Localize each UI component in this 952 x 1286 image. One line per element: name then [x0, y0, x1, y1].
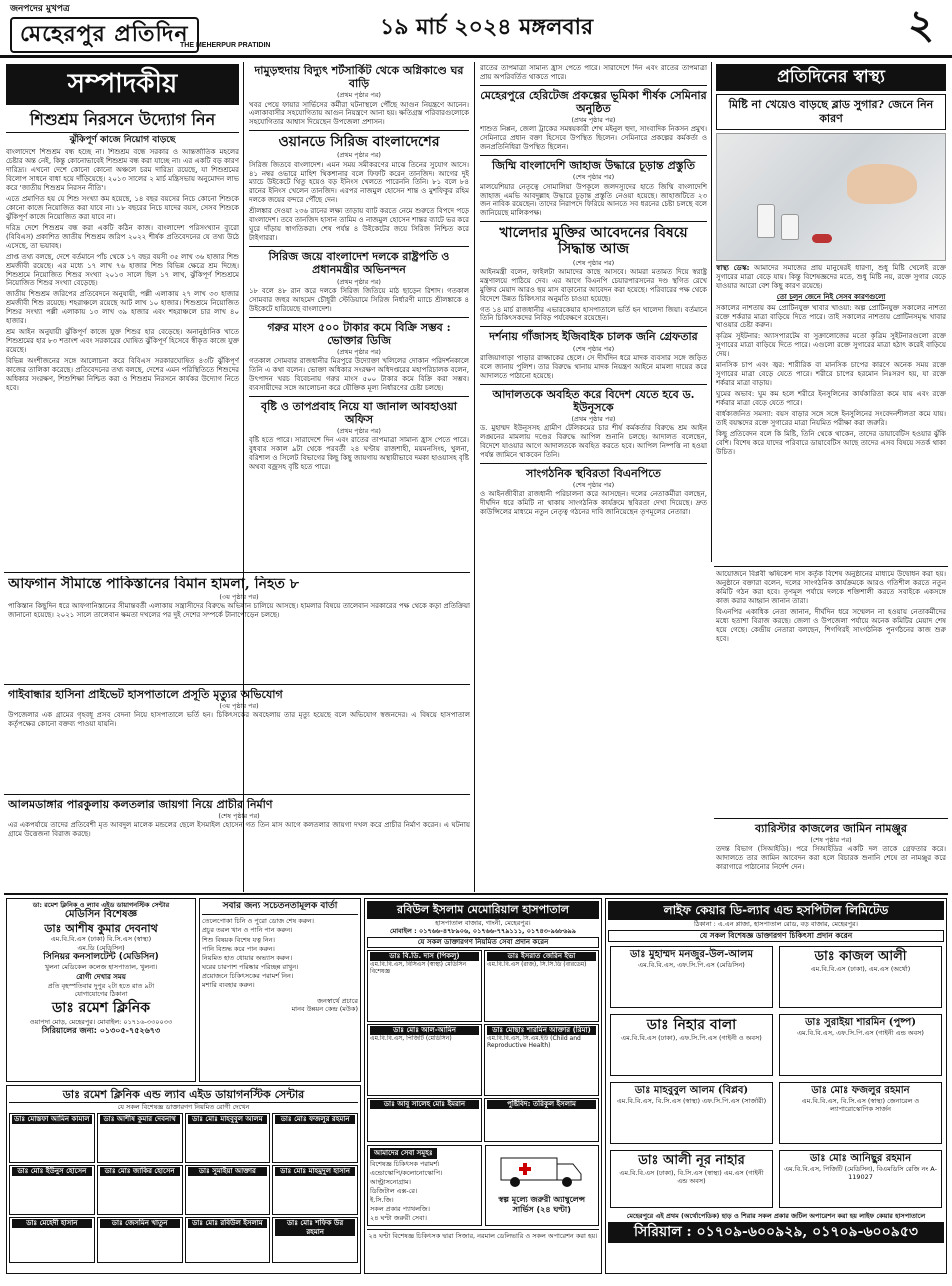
section-divider	[4, 794, 470, 795]
rabiul-doctor-card	[484, 950, 599, 1022]
notice-item: নিয়মিত হাত ধোয়ার অভ্যাস করুন।	[202, 953, 293, 962]
page-number: ২	[907, 1, 934, 48]
ramesh2-doctor-grid	[9, 1113, 358, 1263]
doctor-name: ডাঃ মোঃ মাহমুদুল হাসান	[275, 1167, 355, 1176]
service-item: সকল প্রকার প্যাথলজি।	[370, 1205, 430, 1214]
editorial-paragraph: বিভিন্ন অংশীজনের সঙ্গে আলোচনা করে বিবিএস সরকারঘোষিত ৪৩টি ঝুঁকিপূর্ণ কাজের তালিকা করেছে। প্রতিবেদনের তথ্য বলছে, দেশের এমন পরিস্থিতিতে শিশুদের অধিকার সংরক্ষণ, শিশুশিক্ষা নিশ্চিত করা ও শিশুশ্রম নিরসনে কার্যকর উদ্যোগ নিতে হবে।	[6, 357, 239, 392]
darshana-headline: দর্শনায় গাঁজাসহ ইজিবাইক চালক জনি গ্রেফতার	[489, 330, 698, 344]
oneday-continued: (প্রথম পৃষ্ঠার পর)	[337, 151, 381, 160]
medicine-bottle-icon	[781, 214, 799, 240]
damurhuda-headline: দামুড়হুদায় বিদ্যুৎ শর্টসার্কিট থেকে অগ্নিকাণ্ডে ঘর বাড়ি	[254, 64, 464, 91]
seminar-continued: (প্রথম পৃষ্ঠার পর)	[571, 116, 616, 125]
ramesh2-doctor-card	[185, 1217, 271, 1263]
darshana-continued: (শেষ পৃষ্ঠার পর)	[572, 344, 615, 353]
health-paragraph: বার্ধক্যজনিত সমস্যা: বয়স বাড়ার সঙ্গে সঙ্গে ইনসুলিনের সংবেদনশীলতা কমে যায়। তাই বয়স্কদের রক্তে সুগারের মাত্রা নিয়মিত পরীক্ষা করা জরুরি।	[716, 410, 946, 427]
ramesh2-doctor-card	[185, 1113, 271, 1163]
khaleda-body	[480, 268, 707, 324]
notice-item: ঘরের চারপাশ পরিষ্কার পরিচ্ছন্ন রাখুন।	[202, 962, 299, 971]
oneday-body	[249, 161, 469, 244]
story-divider	[249, 317, 469, 318]
health-paragraph: কৃত্রিম সুইটনার: অ্যাসপারটেম বা সুক্রালোজের মতো কৃত্রিম সুইটনারগুলো রক্তে সুগারের মাত্রা বাড়িয়ে দিতে পারে। এগুলো রক্তে সুগারের মাত্রা হঠাৎ করেই বাড়িয়ে দেয়।	[716, 332, 946, 359]
notice-item: পানি বিশুদ্ধ করে পান করুন।	[202, 944, 275, 953]
ad-doctor-degree: এম.ডি (মেডিসিন)	[77, 943, 125, 952]
col5-paragraph: আয়োজনে বিপ্লবী ঋষিকেশ দাস কর্তৃক বিশেষ অনুষ্ঠানের মাধ্যমে উদ্বোধন করা হয়। অনুষ্ঠানে বক্তারা বলেন, দলের সাংগঠনিক কার্যক্রমকে আরও গতিশীল করতে নতুন কমিটি গঠন করা হবে। তৃণমূল পর্যায়ে দলকে শক্তিশালী করতে সবাইকে একসঙ্গে কাজ করার আহ্বান জানান তারা।	[716, 570, 946, 605]
doctor-name: ডাঃ আলী নূর নাহার	[638, 1152, 745, 1168]
series-continued: (প্রথম পৃষ্ঠার পর)	[337, 277, 381, 286]
notice-title: সবার জন্য সচেতনতামূলক বার্তা	[202, 901, 358, 915]
health-body	[716, 264, 946, 457]
lifecare-address: ঠিকানা : এ.এন প্লাজা, হাসপাতাল রোড, বড় বাজার, মেহেরপুর।	[694, 920, 858, 928]
khaleda-headline: খালেদার মুক্তির আবেদনের বিষয়ে সিদ্ধান্ত আজ	[499, 225, 688, 258]
lifecare-serial: সিরিয়াল : ০১৭০৯-৬০০৯২৯, ০১৭০৯-৬০০৯৫৩	[608, 1222, 944, 1244]
ad-clinic-address: ওয়াপদা মোড়, মেহেরপুর। মোবাইল: ০১৭১৬-৩৩০০৩৩	[29, 1017, 173, 1026]
news-column-2	[249, 64, 469, 569]
doctor-name: ডাঃ মেহেদী হাসান	[12, 1219, 92, 1228]
story-divider	[480, 221, 707, 222]
story-divider	[480, 85, 707, 86]
lifecare-doctor-card	[610, 946, 773, 1008]
rain-headline: বৃষ্টি ও তাপপ্রবাহ নিয়ে যা জানাল আবহাওয়া অফিস	[261, 399, 457, 427]
ad-doctor-place: খুলনা মেডিকেল কলেজ হাসপাতাল, খুলনা।	[44, 962, 158, 971]
rabiul-footer: ২৪ ঘণ্টা বিশেষজ্ঞ চিকিৎসক দ্বারা সিজার, নরমাল ডেলিভারি ও সকল অপারেশন করা হয়।	[367, 1229, 599, 1240]
health-paragraph: ঘুমের অভাব: ঘুম কম হলে শরীরে ইনসুলিনের কার্যকারিতা কমে যায় এবং রক্তে শর্করার মাত্রা বেড়ে যেতে পারে।	[716, 390, 946, 408]
notice-item: মশারি ব্যবহার করুন।	[202, 981, 255, 990]
lifecare-doctor-card	[610, 1082, 773, 1144]
beef-headline: গরুর মাংস ৫০০ টাকার কমে বিক্রি সম্ভব : ভোক্তার ডিজি	[267, 320, 451, 347]
awareness-notice-ad	[199, 898, 361, 1082]
ramesh2-doctor-card	[97, 1165, 183, 1215]
doctor-name: ডাঃ নিহার বালা	[646, 1016, 737, 1033]
rabiul-doctor-line: যে সকল ডাক্তারগণ নিয়মিত সেবা প্রদান করেন	[367, 937, 599, 948]
series-headline: সিরিজ জয়ে বাংলাদেশ দলকে রাষ্ট্রপতি ও প্রধানমন্ত্রীর অভিনন্দন	[268, 250, 450, 277]
notice-item: প্রচুর তরল খান ও পানি পান করুন।	[202, 926, 293, 935]
doctor-name: ডাঃ মোঃ জাকির হোসেন	[100, 1167, 180, 1176]
ramesh2-title: ডাঃ রমেশ ক্লিনিক এন্ড ল্যাব এইড ডায়াগনস্টিক সেন্টার	[9, 1088, 358, 1103]
newspaper-name: মেহেরপুর প্রতিদিন	[10, 17, 199, 53]
oneday-paragraph: সিরিজ জিতবে বাংলাদেশ। এমন সময় সমীকরণের মাঝে তিনের সুযোগ আসে। ৪১ নম্বর ওভারে মাহিশ থিকশানার বলে ফিফটি করেন তানজিদ। আগের দুই ম্যাচে উইকেটে থিতু হয়েও বড় ইনিংস খেলতে পারেননি তিনি। ৮১ বলে ৮৪ রানের ইনিংস খেলেন তানজিদ। এরপর নাজমুল হোসেন শান্ত ও মুশফিকুর রহিম দলকে জয়ের বন্দরে পৌঁছে দেন।	[249, 160, 469, 205]
services-list	[370, 1160, 479, 1223]
rabiul-phone: মোবাইল : ০১৭৬৬-৪৭৮৯০৬, ০১৭৬৬-৭৭৯১১১, ০১৭৪৩-৯৬৮৬৯৯	[390, 926, 576, 935]
notice-sign-org: মানব উন্নয়ন কেন্দ্র (মউক)	[291, 1005, 358, 1014]
doctor-name: ডাঃ ইসরাত জেরিন ইভা	[487, 952, 596, 961]
rabiul-doctor-card	[367, 950, 482, 1022]
column-divider	[474, 62, 475, 892]
doctor-degree: এম.বি.বি.এস (ঢাকা), বি.সি.এস (স্বাস্থ্য) এম.এস (গাইনী এন্ড অবস)	[619, 1168, 764, 1185]
rain-continued: (প্রথম পৃষ্ঠার পর)	[337, 427, 381, 436]
ad-clinic-name: ডাঃ রমেশ ক্লিনিক	[51, 1000, 151, 1016]
ambulance-icon	[497, 1148, 587, 1192]
section-divider	[4, 684, 470, 685]
rabiul-doctor-card	[367, 1024, 482, 1096]
health-paragraph: মানসিক চাপ এবং জ্বর: শারীরিক বা মানসিক চাপের কারণে অনেক সময় রক্তে সুগারের মাত্রা বেড়ে যেতে পারে। শরীরে চাপের হরমোন নিঃসরণ হয়, যা রক্তে শর্করার মাত্রা বাড়ায়।	[716, 361, 946, 388]
doctor-name: ডাঃ সুরাইয়া শারমিন (পুষ্প)	[805, 1016, 916, 1028]
health-paragraph: কিছু প্রতিবেদন বলে কি মিষ্টি, তিনি থেকে থাকেন, তাদের ডায়াবেটিস হওয়ার ঝুঁকি বেশি। বিশেষ করে যাদের পরিবারে ডায়াবেটিস আছে তাদের এসব বিষয়ে সতর্ক থাকা উচিত।	[716, 429, 946, 456]
ship-headline: জিম্মি বাংলাদেশি জাহাজ উদ্ধারে চূড়ান্ত প্রস্তুতি	[492, 159, 695, 173]
editorial-paragraph: শ্রম আইন অনুযায়ী ঝুঁকিপূর্ণ কাজে যুক্ত শিশুর হার বেড়েছে। অনানুষ্ঠানিক খাতে শিশুশ্রমের হার ৮৩ শতাংশ এবং সরকারের ঘোষিত ঝুঁকিপূর্ণ হিসেবে স্বীকৃত কাজে যুক্ত রয়েছে।	[6, 328, 239, 355]
lifecare-title: লাইফ কেয়ার ডি-ল্যাব এন্ড হসপিটাল লিমিটেড	[608, 901, 944, 920]
doctor-name: ডাঃ মোঃ ইউনুস হোসেন	[12, 1167, 92, 1176]
health-paragraph: সকালের নাশতায় কম প্রোটিনযুক্ত খাবার খাওয়া: অল্প প্রোটিনযুক্ত সকালের নাশতা রক্তে শর্করার মাত্রা বাড়িয়ে দিতে পারে। তাই সকালের নাশতায় প্রোটিনসমৃদ্ধ খাবার খাওয়ার চেষ্টা করুন।	[716, 303, 946, 330]
doctor-name: ডাঃ মোঃ আনিছুর রহমান	[809, 1152, 912, 1164]
damurhuda-continued: (প্রথম পৃষ্ঠার পর)	[337, 91, 381, 100]
pill-icon	[812, 234, 832, 243]
ramesh2-line: যে সকল বিশেষজ্ঞ ডাক্তারগণ নিয়মিত রোগী দেখেন	[117, 1102, 250, 1111]
doctor-name: ডাঃ মুহাম্মদ মনজুর-উল-আলম	[629, 948, 754, 960]
beef-body: গতকাল সোমবার রাজধানীর মিরপুরে উদ্যোক্তা খলিলের দোকান পরিদর্শনকালে তিনি এ কথা বলেন। ভোক্তা অধিকার সংরক্ষণ অধিদপ্তরের মহাপরিচালক বলেন, উৎপাদন খরচ বিবেচনায় গরুর মাংস ৫০০ টাকার কমে বিক্রি করা সম্ভব। ব্যবসায়ীদের সঙ্গে আলোচনা করে যৌক্তিক মূল্য নির্ধারণের চেষ্টা চলছে।	[249, 357, 469, 392]
notice-item: প্রয়োজনে চিকিৎসকের পরামর্শ নিন।	[202, 972, 294, 980]
health-desk-label: স্বাস্থ্য ডেস্ক:	[716, 263, 750, 272]
doctor-degree: এম.বি.বি.এস (ঢাকা), এফ.সি.পি.এস (গাইনী ও অবস)	[621, 1034, 762, 1042]
service-item: এন্ডোস্কোপি/কলোনোস্কোপি।	[370, 1168, 443, 1177]
gaibandha-body: উপজেলার এক গ্রামের গৃহবধূ প্রসব বেদনা নিয়ে হাসপাতালে ভর্তি হন। চিকিৎসকের অবহেলায় তার মৃত্যু হয়েছে বলে অভিযোগ স্বজনদের। এ বিষয়ে হাসপাতাল কর্তৃপক্ষের কোনো বক্তব্য পাওয়া যায়নি।	[8, 711, 470, 729]
editorial-paragraph: বাংলাদেশে শিশুশ্রম বন্ধ হচ্ছে না। শিশুশ্রম বন্ধে সরকার ও আন্তর্জাতিক মহলের চেষ্টার অন্ত নেই, কিন্তু কোনোভাবেই শিশুশ্রম বন্ধ করা যাচ্ছে না। এর একটি বড় কারণ দারিদ্র্য। এখনো দেশে কোনো কোনো অঞ্চলে চরম দারিদ্র্য রয়েছে, যা শিশুশ্রমের বিলোপ সাধনে বাধা হয়ে দাঁড়িয়েছে। ২০১৩ সালের ২ মার্চ মন্ত্রিসভায় অনুমোদন লাভ করে 'জাতীয় শিশুশ্রম নিরসন নীতি'।	[6, 148, 239, 192]
doctor-name: ডাঃ মোঃ রবিউল ইসলাম	[188, 1219, 268, 1228]
doctor-name: ডাঃ মোস্তফা আমিন কামাল	[12, 1115, 92, 1124]
section-divider	[4, 572, 470, 573]
lifecare-doctor-card	[779, 1082, 942, 1144]
rabiul-services-row	[367, 1145, 599, 1227]
barrister-body: তদন্ত বিভাগ (সিআইডি)। পরে সিআইডির একটি দল তাকে গ্রেফতার করে। আদালতে তার জামিন আবেদন করা হলে বিচারক শুনানি শেষে তা নামঞ্জুর করে কারাগারে পাঠানোর নির্দেশ দেন।	[716, 845, 946, 872]
alamdanga-continued: (শেষ পৃষ্ঠার পর)	[218, 812, 260, 821]
doctor-name: ডাঃ বি.ডি. দাস (পিকলু)	[370, 952, 479, 961]
story-divider	[249, 130, 469, 131]
ad-visit-time: প্রতি বৃহস্পতিবার দুপুর ২টা হতে রাত ৯টা	[47, 981, 155, 990]
series-body: ১৮ বলে ৪৮ রান করে দলকে সিরিজ জিতিয়ে মাঠ ছাড়েন রিশাদ। গতকাল সোমবার জহুর আহমেদ চৌধুরী স্টেডিয়ামে সিরিজ নির্ধারণী ম্যাচে শ্রীলঙ্কাকে ৪ উইকেটে হারিয়েছে বাংলাদেশ।	[249, 286, 469, 313]
service-item: ২৪ ঘণ্টা জরুরী সেবা।	[370, 1214, 427, 1223]
ramesh-diagnostic-ad	[6, 1085, 361, 1274]
doctor-degree: এম.বি.বি.এস, বি.সি.এস (স্বাস্থ্য) এফ.সি.পি.এস (সার্জারী)	[616, 1097, 767, 1105]
doctor-name: ডাঃ কাজল আলী	[814, 948, 907, 964]
health-paragraph: আমাদের সমাজের প্রায় মানুষেরই ধারণা, শুধু মিষ্টি খেলেই রক্তে সুগারের মাত্রা বেড়ে যায়। কিন্তু বিশেষজ্ঞদের মতে, শুধু মিষ্টি নয়, রক্তে সুগার বেড়ে যাওয়ার আরো বেশ কিছু কারণ রয়েছে।	[716, 263, 946, 290]
yunus-headline: আদালতকে অবহিত করে বিদেশ যেতে হবে ড. ইউনূসকে	[492, 387, 695, 414]
oneday-headline: ওয়ানডে সিরিজ বাংলাদেশের	[278, 134, 440, 151]
doctor-name: পুষ্টিবিদ: তরিকুল ইসলাম	[487, 1100, 596, 1109]
doctor-name: ডাঃ জেসমিন খাতুন	[100, 1219, 180, 1228]
rabiul-hospital-ad	[364, 898, 602, 1274]
doctor-name: ডাঃ মোছাঃ শারমিন আক্তার (রিমা)	[487, 1026, 596, 1035]
column-divider	[711, 62, 712, 562]
section-divider	[714, 566, 948, 567]
doctor-degree: এম.বি.বি.এস (ঢাকা), এম.এস (অর্থো)	[810, 964, 911, 973]
doctor-name: ডাঃ মোঃ শফিক উর রহমান	[275, 1219, 355, 1237]
ship-continued: (শেষ পৃষ্ঠার পর)	[572, 173, 615, 182]
ramesh2-doctor-card	[272, 1217, 358, 1263]
barrister-headline: ব্যারিস্টার কাজলের জামিন নামঞ্জুর	[755, 822, 907, 835]
service-item: ই.সি.জি।	[370, 1196, 394, 1204]
rain-body: বৃষ্টি হতে পারে। সারাদেশে দিন এবং রাতের তাপমাত্রা সামান্য হ্রাস পেতে পারে। বুধবার সকাল ৯টা থেকে পরবর্তী ২৪ ঘণ্টায় রাজশাহী, ময়মনসিংহ, খুলনা, বরিশাল ও সিলেট বিভাগের কিছু কিছু জায়গায় অস্থায়ীভাবে দমকা হাওয়াসহ বৃষ্টি অথবা বজ্রসহ বৃষ্টি হতে পারে।	[249, 436, 469, 472]
alamdanga-story	[8, 798, 470, 892]
service-item: আল্ট্রাসনোগ্রাম।	[370, 1177, 411, 1186]
story-divider	[249, 396, 469, 397]
masthead-tagline: জনপদের মুখপত্র	[10, 4, 70, 14]
ad-visit-time-label: রোগী দেখার সময়	[76, 973, 126, 981]
story-divider	[480, 326, 707, 327]
bnp-body: ও আইনজীবীরা রাজধানী পরিচালনা করে আসছেন। দলের নেতাকর্মীরা বলছেন, দীর্ঘদিন ধরে কমিটি না থাকায় সাংগঠনিক কার্যক্রমে স্থবিরতা দেখা দিয়েছে। দ্রুত কাউন্সিলের মাধ্যমে নতুন নেতৃত্ব গঠনের দাবি জানিয়েছেন তৃণমূলের নেতারা।	[480, 490, 707, 517]
ad-serial-phone: সিরিয়ালের জন্য: ০১৩০৫-৭৫২৬৭৩	[41, 1025, 161, 1035]
lifecare-doctor-line: যে সকল বিশেষজ্ঞ ডাক্তারগণ চিকিৎসা প্রদান করেন	[608, 930, 944, 941]
doctor-name: ডাঃ মোঃ ফজলুর রহমান	[275, 1115, 355, 1124]
col3-top-body: রাতের তাপমাত্রা সামান্য হ্রাস পেতে পারে। সারাদেশে দিন এবং রাতের তাপমাত্রা প্রায় অপরিবর্তিত থাকতে পারে।	[480, 64, 707, 81]
editorial-paragraph: জাতীয় শিশুশ্রম জরিপের প্রতিবেদনে অনুযায়ী, পল্লী এলাকায় ২৭ লাখ ৩৩ হাজার শ্রমজীবী শিশু রয়েছে। শহরাঞ্চলে রয়েছে আট লাখ ১০ হাজার। শিশুশ্রমে নিয়োজিত শিশুর সংখ্যা পল্লী এলাকায় ১৩ লাখ ৩৯ হাজার এবং শহরাঞ্চলে চার লাখ ৪০ হাজার।	[6, 290, 239, 326]
alamdanga-body: এর একপর্যায়ে তাদের প্রতিবেশী মৃত আবদুল মালেক মন্ডলের ছেলে ইসমাইল হোসেন গত তিন মাস আগে কলতলার জায়গা দখল করে প্রাচীর নির্মাণ করেন। এ ঘটনায় গ্রামে উত্তেজনা বিরাজ করছে।	[8, 821, 470, 839]
damurhuda-body: খবর পেয়ে ফায়ার সার্ভিসের কর্মীরা ঘটনাস্থলে পৌঁছে আগুন নিয়ন্ত্রণে আনেন। এলাকাবাসীর সহযোগিতায় আগুন নিয়ন্ত্রণে আনা হয়। ক্ষতিগ্রস্ত পরিবারগুলোকে সহযোগিতার আশ্বাস দিয়েছেন উপজেলা প্রশাসন।	[249, 100, 469, 127]
news-column-3	[480, 64, 707, 890]
alamdanga-headline: আলমডাঙ্গার পারকুলায় কলতলার জায়গা নিয়ে প্রাচীর নির্মাণ	[8, 798, 273, 811]
ramesh2-doctor-card	[272, 1113, 358, 1163]
rabiul-ambulance	[485, 1145, 600, 1227]
beef-continued: (প্রথম পৃষ্ঠার পর)	[337, 347, 381, 356]
yunus-continued: (প্রথম পৃষ্ঠার পর)	[571, 414, 616, 423]
doctor-degree: এম.বি.বি.এস (রাজ), সি.সি.ডি (বারডেম)	[487, 960, 587, 968]
notice-list	[202, 917, 358, 989]
notice-item: শিশু বিষয়ক বিশেষ যত্ন নিন।	[202, 935, 275, 944]
ad-speciality: মেডিসিন বিশেষজ্ঞ	[64, 909, 138, 921]
story-divider	[480, 155, 707, 156]
doctor-degree: এম.বি.বি.এস, বি.সি.এস (স্বাস্থ্য) জেনারেল ও ল্যাপারোস্কোপিক সার্জন	[801, 1097, 920, 1114]
khaleda-continued: (শেষ পৃষ্ঠার পর)	[572, 258, 615, 267]
masthead	[0, 0, 952, 58]
ramesh-clinic-ad	[6, 898, 196, 1082]
lifecare-doctor-card	[779, 1150, 942, 1208]
hand-image	[847, 164, 917, 204]
editorial-body	[6, 148, 239, 560]
doctor-name: ডাঃ সুমাইয়া আক্তার	[188, 1167, 268, 1176]
oneday-paragraph: শ্রীলঙ্কার দেওয়া ২৩৬ রানের লক্ষ্য তাড়ায় ব্যাট করতে নেমে শুরুতে বিপদে পড়ে বাংলাদেশ। তবে তানজিদ হাসান তামিম ও নাজমুল হোসেন শান্তর ব্যাটে ভর করে ঘুরে দাঁড়ায় স্বাগতিকরা। শেষ পর্যন্ত ৪ উইকেটের জয়ে সিরিজ নিশ্চিত করে টাইগাররা।	[249, 207, 469, 243]
afghan-continued: (৩য় পৃষ্ঠার পর)	[219, 593, 259, 602]
story-divider	[480, 463, 707, 464]
ads-divider	[4, 893, 948, 895]
lifecare-doctor-card	[779, 946, 942, 1008]
health-headline: মিষ্টি না খেয়েও বাড়ছে ব্লাড সুগার? জেনে নিন কারণ	[716, 94, 946, 130]
col5-body	[716, 570, 946, 644]
health-photo	[716, 133, 946, 261]
rabiul-services	[367, 1145, 482, 1227]
rabiul-doctor-card	[367, 1098, 482, 1142]
medicine-bottle-icon	[757, 204, 775, 238]
service-item: বিশেষজ্ঞ চিকিৎসক পরামর্শ।	[370, 1159, 440, 1168]
ad-clinic-top: ডা: রমেশ ক্লিনিক ও ল্যাব এইড ডায়াগনস্টিক সেন্টার	[32, 901, 170, 909]
doctor-name: ডাঃ মোঃ আল-আমিন	[370, 1026, 479, 1035]
gaibandha-headline: গাইবান্ধার হাসিনা প্রাইভেট হাসপাতালে প্রসূতি মৃত্যুর অভিযোগ	[8, 688, 283, 701]
doctor-name: ডাঃ আশীষ কুমার দেবনাথ	[100, 1115, 180, 1124]
doctor-degree: এম.বি.বি.এস, এফ.সি.পি.এস (গাইনী এন্ড অবস)	[797, 1029, 924, 1037]
notice-sign: জনস্বার্থে প্রচারে	[317, 997, 358, 1006]
rabiul-doctor-card	[484, 1098, 599, 1142]
ramesh2-doctor-card	[272, 1165, 358, 1215]
section-divider	[714, 818, 948, 819]
rabiul-doctor-grid	[367, 950, 599, 1142]
health-banner: প্রতিদিনের স্বাস্থ্য	[716, 64, 946, 91]
services-title: আমাদের সেবা সমূহঃ	[370, 1148, 437, 1159]
lifecare-footer: মেহেরপুরে এই প্রথম (অর্থোপেডিক) হাড় ও শিরার সকল প্রকার জটিল অপারেশন করা হয় লাইফ কেয়ার হাসপাতালে	[626, 1211, 926, 1220]
ramesh2-doctor-card	[9, 1165, 95, 1215]
doctor-name: ডাঃ আবু সালেহ মোঃ ইমরান	[370, 1100, 479, 1109]
col5-paragraph: বিএনপির একাধিক নেতা জানান, দীর্ঘদিন ধরে সম্মেলন না হওয়ায় নেতাকর্মীদের মধ্যে হতাশা বিরাজ করছে। জেলা ও উপজেলা পর্যায়ে অনেক কমিটির মেয়াদ শেষ হয়ে গেছে। কেন্দ্রীয় নেতারা বলছেন, শিগগিরই সাংগঠনিক পুনর্গঠনের কাজ শুরু হবে।	[716, 607, 946, 643]
ramesh2-doctor-card	[9, 1113, 95, 1163]
ad-doctor-degree: এম.বি.বি.এস (ঢাকা) বি.সি.এস (স্বাস্থ্য)	[50, 935, 152, 944]
doctor-degree: এম.বি.বি.এস, সি.এম.ইউ (Child and Reproductive Health)	[487, 1034, 581, 1049]
doctor-degree: এম.বি.বি.এস, এফ.সি.পি.এস (মেডিসিন)	[638, 961, 745, 969]
editorial-banner: সম্পাদকীয়	[6, 64, 239, 105]
ramesh2-doctor-card	[9, 1217, 95, 1263]
editorial-subhead: ঝুঁকিপূর্ণ কাজে নিয়োগ বাড়ছে	[69, 134, 176, 145]
ramesh2-doctor-card	[97, 1217, 183, 1263]
afghan-body: পাকিস্তান কিছুদিন ধরে আফগানিস্তানের সীমান্তবর্তী এলাকায় সন্ত্রাসীদের বিরুদ্ধে অভিযান চালিয়ে আসছে। হামলার বিষয়ে তালেবান সরকারের পক্ষ থেকে কড়া প্রতিক্রিয়া জানানো হয়েছে। ২০২১ সালে তালেবান ক্ষমতা দখলের পর দুই দেশের সম্পর্কে টানাপোড়েন চলছে।	[8, 602, 470, 620]
bnp-continued: (শেষ পৃষ্ঠার পর)	[572, 481, 615, 490]
ship-body: মালয়েশিয়ার নেতৃত্বে সোমালিয়া উপকূলে জলদস্যুদের হাতে জিম্মি বাংলাদেশি জাহাজ এমভি আবদুল্লাহ উদ্ধারে চূড়ান্ত প্রস্তুতি নেওয়া হয়েছে। জাহাজটিতে ২৩ জন নাবিক রয়েছেন। তাদের নিরাপদে ফিরিয়ে আনতে সব ধরনের চেষ্টা চলছে বলে জানিয়েছে মালিকপক্ষ।	[480, 182, 707, 218]
lifecare-doctor-grid	[608, 944, 944, 1210]
story-divider	[249, 246, 469, 247]
story-divider	[480, 384, 707, 385]
ambulance-text: স্বল্প মূল্যে জরুরী অ্যাম্বুলেন্স সার্ভিস (২৪ ঘণ্টা)	[498, 1194, 586, 1214]
rabiul-address: হাসপাতাল বাজার, গাংনী, মেহেরপুর।	[435, 918, 531, 927]
doctor-degree: এম.বি.বি.এস, পিজিটি (মেডিসিন), বিএমডিসি রেজি নং A-119027	[784, 1165, 937, 1182]
afghan-story	[8, 576, 470, 682]
health-subhead: তো চলুন জেনে নিই সেসব কারণগুলো	[776, 292, 886, 301]
service-item: ডিজিটাল এক্স-রে।	[370, 1186, 418, 1195]
afghan-headline: আফগান সীমান্তে পাকিস্তানের বিমান হামলা, নিহত ৮	[8, 576, 299, 592]
ramesh2-doctor-card	[185, 1165, 271, 1215]
newspaper-logo	[10, 4, 280, 54]
doctor-degree: এম.বি.বি.এস, পিজিটি (মেডিসিন)	[370, 1034, 452, 1042]
barrister-story	[716, 822, 946, 892]
health-column	[716, 64, 946, 562]
khaleda-paragraph: গত ১৪ মার্চ রাজধানীর এভারকেয়ার হাসপাতালে ভর্তি হন খালেদা জিয়া। বর্তমানে তিনি চিকিৎসকদের নিবিড় পর্যবেক্ষণে রয়েছেন।	[480, 305, 707, 323]
ad-doctor-role: সিনিয়র কনসালটেন্ট (মেডিসিন)	[43, 951, 159, 962]
editorial-paragraph: প্রাপ্ত তথ্য বলছে, দেশে বর্তমানে পাঁচ থেকে ১৭ বছর বয়সী ৩৫ লাখ ৩৬ হাজার শিশু শ্রমজীবী রয়েছে। এর মধ্যে ১৭ লাখ ৭৬ হাজার শিশু বিভিন্ন ক্ষেত্রে শ্রম দিচ্ছে। শিশুশ্রমে নিয়োজিত শিশুর সংখ্যা ২০১৩ সালে ছিল ১৭ লাখ, ঝুঁকিপূর্ণ শিশুশ্রমে নিয়োজিত শিশুর সংখ্যা বেড়েছে।	[6, 252, 239, 288]
ad-contact-label: যোগাযোগের ঠিকানা	[74, 989, 128, 998]
rabiul-doctor-card	[484, 1024, 599, 1096]
darshana-body: রাজিয়াগাড়া পাড়ার রাজ্জাকের ছেলে। সে দীর্ঘদিন ধরে মাদক ব্যবসার সঙ্গে জড়িত বলে জানায় পুলিশ। তার বিরুদ্ধে থানায় মাদক নিয়ন্ত্রণ আইনে মামলা দায়ের করে আদালতে পাঠানো হয়েছে।	[480, 353, 707, 380]
seminar-headline: মেহেরপুরে হেরিটেজ প্রকল্পের ভূমিকা শীর্ষক সেমিনার অনুষ্ঠিত	[480, 88, 707, 116]
lifecare-doctor-card	[610, 1014, 773, 1076]
editorial-headline: শিশুশ্রম নিরসনে উদ্যোগ নিন	[6, 111, 239, 133]
lifecare-doctor-card	[610, 1150, 773, 1208]
issue-date: ১৯ মার্চ ২০২৪ মঙ্গলবার	[380, 14, 594, 40]
doctor-name: ডাঃ মাহবুবুল আলম (বিপ্লব)	[634, 1084, 749, 1096]
newspaper-name-english: THE MEHERPUR PRATIDIN	[180, 42, 271, 49]
bnp-headline: সাংগঠনিক স্থবিরতা বিএনপিতে	[526, 466, 661, 480]
rabiul-title: রবিউল ইসলাম মেমোরিয়াল হাসপাতাল	[367, 901, 599, 919]
doctor-name: ডাঃ মোঃ ফজলুর রহমান	[811, 1084, 910, 1096]
notice-item: তেলেপোকা চিনি ও পুরো ডোজ শেষ করুন।	[202, 917, 315, 926]
editorial-paragraph: এতে প্রমাণিত হয় যে শিশু সংখ্যা কম হয়েছে, ১৪ বছর বয়সের নিচে কোনো শিশুকে কোনো কাজে নিয়োজিত করা যাবে না। ১৮ বছরের নিচে যাদের বয়স, সেসব শিশুকে ঝুঁকিপূর্ণ কাজে নিয়োজিত করা যাবে না।	[6, 194, 239, 221]
yunus-body: ড. মুহাম্মদ ইউনূসসহ গ্রামীণ টেলিকমের চার শীর্ষ কর্মকর্তার বিরুদ্ধে শ্রম আইন লঙ্ঘনের মামলায় দণ্ডের বিরুদ্ধে আপিল শুনানি চলছে। আদালত বলেছেন, বিদেশে যাওয়ার আগে আদালতকে অবহিত করতে হবে। আপিল নিষ্পত্তি না হওয়া পর্যন্ত জামিনে থাকবেন তিনি।	[480, 424, 707, 459]
doctor-name: ডাঃ মোঃ মাহবুবুল আলম	[188, 1115, 268, 1124]
lifecare-doctor-card	[779, 1014, 942, 1076]
khaleda-paragraph: আইনমন্ত্রী বলেন, ফাইলটা আমাদের কাছে আসবে। আমরা মতামত দিয়ে স্বরাষ্ট্র মন্ত্রণালয়ে পাঠিয়ে দেব। এর আগে বিএনপি চেয়ারপারসনের দণ্ড স্থগিত রেখে মুক্তির মেয়াদ আরও ছয় মাস বাড়ানোর আবেদন করা হয়েছে। পরিবারের পক্ষ থেকে বিদেশে উন্নত চিকিৎসার অনুমতি চাওয়া হয়েছে।	[480, 267, 707, 303]
gaibandha-continued: (৩য় পৃষ্ঠার পর)	[219, 702, 259, 711]
seminar-body: শাশুত নিপ্পন, জেলা ট্রাকের সমন্বয়কারী শেখ মইনুল হুদা, সাংবাদিক নিকসন প্রমুখ। সেমিনারে প্রধান বক্তা হিসেবে উপস্থিত ছিলেন। সেমিনারে প্রকল্পের কর্মকর্তা ও জনপ্রতিনিধিরা উপস্থিত ছিলেন।	[480, 125, 707, 152]
lifecare-hospital-ad	[605, 898, 947, 1274]
doctor-degree: এম.বি.বি.এস, বিসিএস (স্বাস্থ্য) মেডিসিন বিশেষজ্ঞ	[370, 960, 467, 975]
barrister-continued: (শেষ পৃষ্ঠার পর)	[810, 836, 852, 845]
gaibandha-story	[8, 688, 470, 792]
editorial-paragraph: দরিদ্র দেশে শিশুশ্রম বন্ধ করা একটি কঠিন কাজ। বাংলাদেশ পরিসংখ্যান ব্যুরো (বিবিএস) প্রকাশিত জাতীয় শিশুশ্রম জরিপ ২০২২ শীর্ষক প্রতিবেদনের যে তথ্য উঠে এসেছে, তা ভয়াবহ।	[6, 223, 239, 250]
ramesh2-doctor-card	[97, 1113, 183, 1163]
ad-doctor-name: ডাঃ আশীষ কুমার দেবনাথ	[44, 921, 158, 935]
